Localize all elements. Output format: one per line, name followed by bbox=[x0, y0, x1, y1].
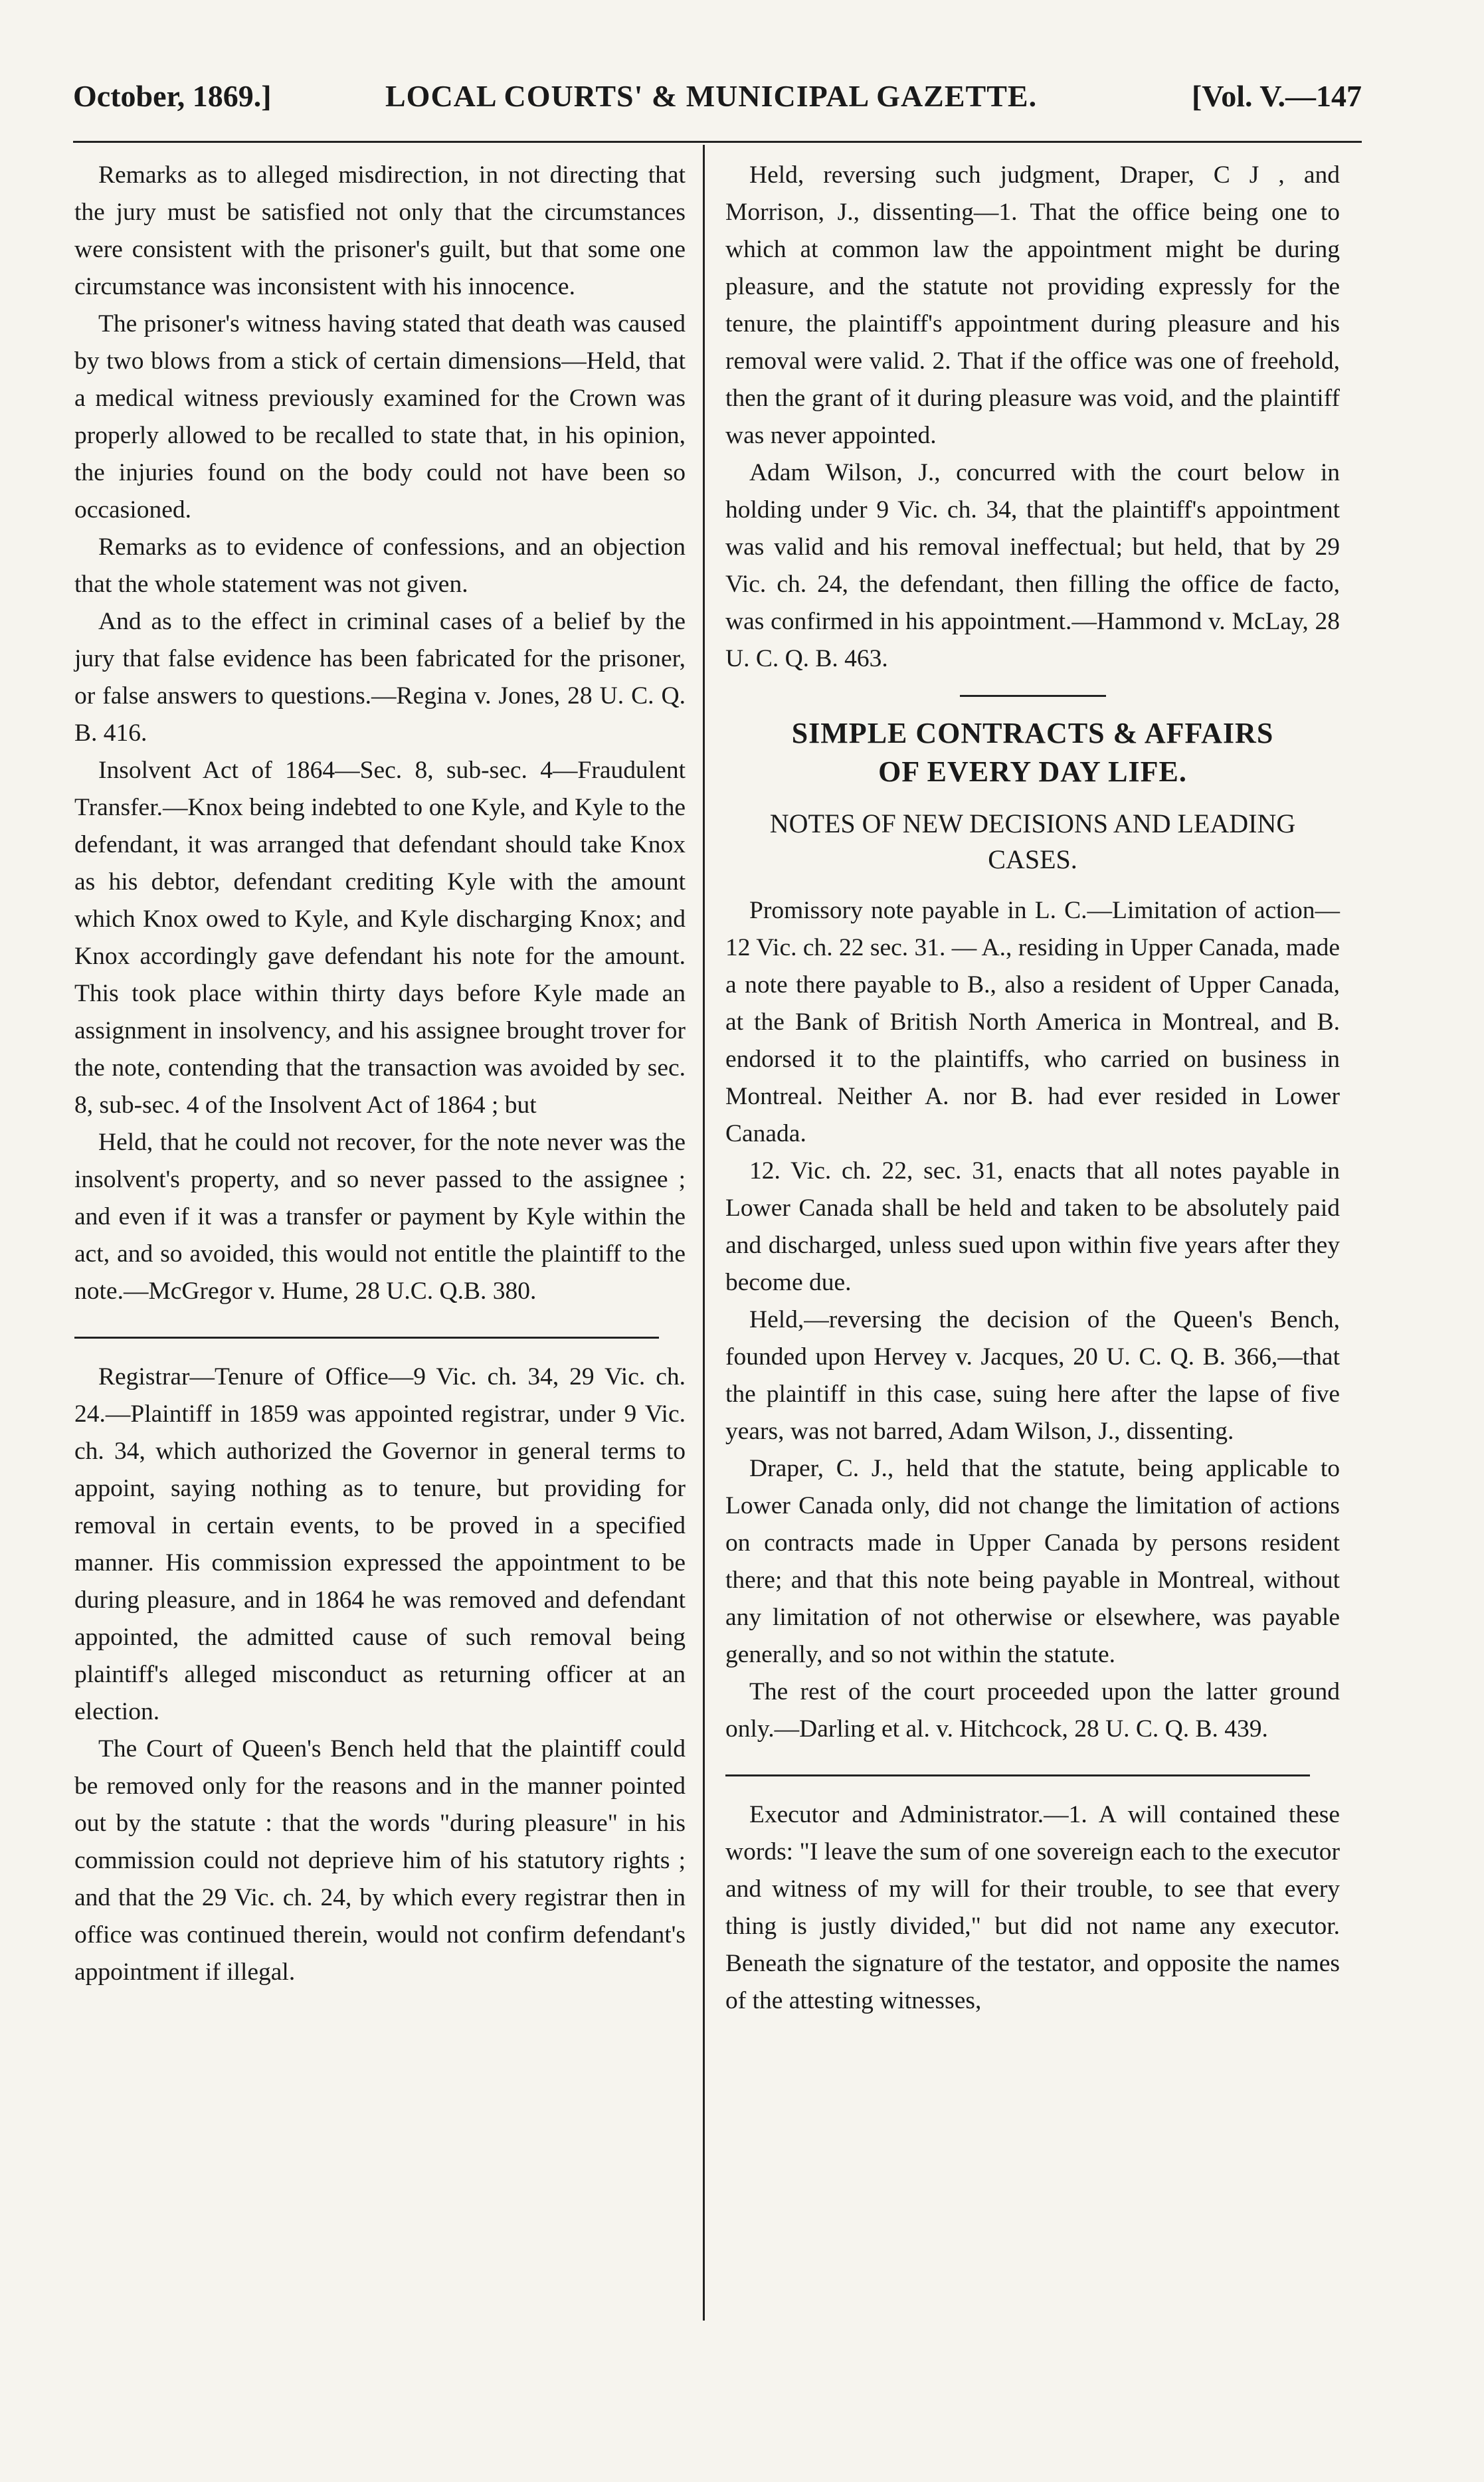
case-paragraph: Registrar—Tenure of Office—9 Vic. ch. 34, 29 Vic. ch. 24.—Plaintiff in 1859 was appointed registrar, under 9 Vic. ch. 34, which authorized the Governor in general terms to appoint, saying nothing as to tenure, but providing for removal in certain events, to be proved in a specified manner. His commission expressed the appointment to be during pleasure, and in 1864 he was removed and defendant appointed, the admitted cause of such removal being plaintiff's alleged misconduct as returning officer at an election. bbox=[74, 1363, 686, 1725]
header-rule bbox=[73, 141, 1362, 143]
paragraph: 12. Vic. ch. 22, sec. 31, enacts that all notes payable in Lower Canada shall be held and taken to be absolutely paid and discharged, unless sued upon within five years after they become due. bbox=[725, 1157, 1340, 1296]
paragraph: Held,—reversing the decision of the Queen's Bench, founded upon Hervey v. Jacques, 20 U. C. Q. B. 366,—that the plaintiff in this case, suing here after the lapse of five years, was not barred, Adam Wilson, J., dissenting. bbox=[725, 1306, 1340, 1445]
column-divider bbox=[703, 145, 705, 2321]
paragraph: Held, that he could not recover, for the note never was the insolvent's property, and so never passed to the assignee ; and even if it was a transfer or payment by Kyle within the act, and so avoided, this would not entitle the plaintiff to the note.—McGregor v. Hume, 28 U.C. Q.B. 380. bbox=[74, 1129, 686, 1305]
section-rule bbox=[725, 1774, 1310, 1776]
header-volume: [Vol. V.—147 bbox=[1191, 79, 1362, 113]
paragraph: And as to the effect in criminal cases of a belief by the jury that false evidence has been fabricated for the prisoner, or false answers to questions.—Regina v. Jones, 28 U. C. Q. B. 416. bbox=[74, 608, 686, 747]
paragraph: The prisoner's witness having stated that death was caused by two blows from a stick of certain dimensions—Held, that a medical witness previously examined for the Crown was properly allowed to be recalled to state that, in his opinion, the injuries found on the body could not have been so occasioned. bbox=[74, 310, 686, 524]
case-paragraph: Promissory note payable in L. C.—Limitation of action—12 Vic. ch. 22 sec. 31. — A., residing in Upper Canada, made a note there payable to B., also a resident of Upper Canada, at the Bank of British North America in Montreal, and B. endorsed it to the plaintiffs, who carried on business in Montreal. Neither A. nor B. had ever resided in Lower Canada. bbox=[725, 897, 1340, 1147]
case-paragraph: Executor and Administrator.—1. A will contained these words: "I leave the sum of one sovereign each to the executor and witness of my will for their trouble, to see that every thing is justly divided," but did not name any executor. Beneath the signature of the testator, and opposite the names of the attesting witnesses, bbox=[725, 1801, 1340, 2014]
section-title bbox=[725, 714, 1340, 791]
header-title: LOCAL COURTS' & MUNICIPAL GAZETTE. bbox=[385, 79, 1038, 113]
page-header bbox=[73, 78, 1362, 125]
paragraph: Held, reversing such judgment, Draper, C J , and Morrison, J., dissenting—1. That the office being one to which at common law the appointment might be during pleasure, and the statute not providing expressly for the tenure, the plaintiff's appointment during pleasure and his removal were valid. 2. That if the office was one of freehold, then the grant of it during pleasure was void, and the plaintiff was never appointed. bbox=[725, 161, 1340, 449]
paragraph: Draper, C. J., held that the statute, being applicable to Lower Canada only, did not change the limitation of actions on contracts made in Upper Canada by persons resident there; and that this note being payable in Montreal, without any limitation of not otherwise or elsewhere, was payable generally, and so not within the statute. bbox=[725, 1455, 1340, 1668]
paragraph: The rest of the court proceeded upon the latter ground only.—Darling et al. v. Hitchcock, 28 U. C. Q. B. 439. bbox=[725, 1678, 1340, 1743]
section-title-line: SIMPLE CONTRACTS & AFFAIRS bbox=[791, 717, 1274, 749]
left-column bbox=[74, 157, 686, 1991]
paragraph: Remarks as to evidence of confessions, and an objection that the whole statement was not given. bbox=[74, 533, 686, 598]
paragraph: The Court of Queen's Bench held that the plaintiff could be removed only for the reasons and in the manner pointed out by the statute : that the words "during pleasure" in his commission could not deprieve him of his statutory rights ; and that the 29 Vic. ch. 24, by which every registrar then in office was continued therein, would not confirm defendant's appointment if illegal. bbox=[74, 1735, 686, 1986]
section-title-line: OF EVERY DAY LIFE. bbox=[878, 755, 1187, 788]
case-paragraph: Insolvent Act of 1864—Sec. 8, sub-sec. 4—Fraudulent Transfer.—Knox being indebted to one Kyle, and Kyle to the defendant, it was arranged that defendant should take Knox as his debtor, defendant crediting Kyle with the amount which Knox owed to Kyle, and Kyle discharging Knox; and Knox accordingly gave defendant his note for the amount. This took place within thirty days before Kyle made an assignment in insolvency, and his assignee brought trover for the note, contending that the transaction was avoided by sec. 8, sub-sec. 4 of the Insolvent Act of 1864 ; but bbox=[74, 757, 686, 1119]
paragraph: Remarks as to alleged misdirection, in not directing that the jury must be satisfied not only that the circumstances were consistent with the prisoner's guilt, but that some one circumstance was inconsistent with his innocence. bbox=[74, 161, 686, 300]
paragraph: Adam Wilson, J., concurred with the court below in holding under 9 Vic. ch. 34, that the plaintiff's appointment was valid and his removal ineffectual; but held, that by 29 Vic. ch. 24, the defendant, then filling the office de facto, was confirmed in his appointment.—Hammond v. McLay, 28 U. C. Q. B. 463. bbox=[725, 459, 1340, 672]
section-rule bbox=[74, 1337, 659, 1339]
short-rule bbox=[960, 695, 1106, 697]
subsection-title bbox=[725, 806, 1340, 878]
header-date: October, 1869.] bbox=[73, 79, 272, 113]
right-column bbox=[725, 157, 1340, 2020]
subsection-title-line: CASES. bbox=[988, 844, 1077, 874]
subsection-title-line: NOTES OF NEW DECISIONS AND LEADING bbox=[769, 809, 1296, 838]
